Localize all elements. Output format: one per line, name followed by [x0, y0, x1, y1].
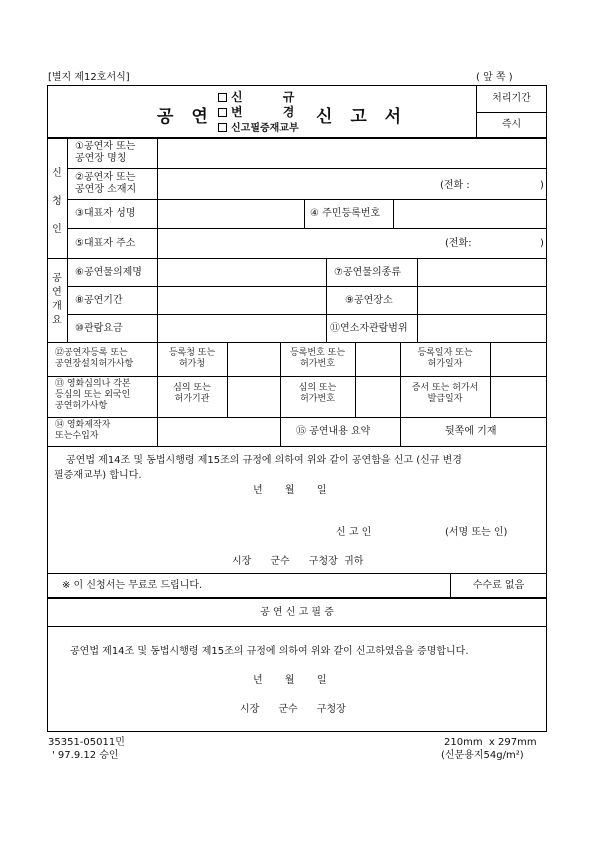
registration-date-field[interactable]: [491, 343, 546, 375]
performance-kind-field[interactable]: [418, 259, 546, 285]
performer-address-field[interactable]: [158, 169, 546, 198]
approval-date: ' 97.9.12 승인: [52, 750, 119, 761]
resident-number-label: ④ 주민등록번호: [310, 208, 381, 219]
title-suffix: 신 고 서: [316, 107, 408, 127]
declaration-body-line1: 공연법 제14조 및 동법시행령 제15조의 규정에 의하여 위와 같이 공연함을 신고 (신규 변경: [66, 455, 462, 466]
resident-number-field[interactable]: [394, 200, 546, 227]
reporter-label: 신 고 인: [336, 527, 372, 538]
processing-period-label: 처리기간: [492, 93, 531, 104]
review-number-field[interactable]: [356, 377, 399, 416]
admission-fee-label: ⑩관람요금: [75, 323, 123, 334]
performer-name-field[interactable]: [158, 140, 546, 167]
certificate-issuer: 시장 군수 구청장: [240, 704, 346, 715]
review-date-field[interactable]: [491, 377, 546, 416]
registration-office-label: 등록청 또는 허가청: [168, 348, 216, 369]
applicant-section-label: 신 청 인: [52, 168, 62, 235]
page-side-label: ( 앞 쪽 ): [476, 72, 513, 83]
phone-label-2: (전화:: [445, 238, 472, 249]
fee-value: 수수료 없음: [472, 580, 525, 591]
certificate-title: 공 연 신 고 필 증: [260, 607, 334, 618]
free-form-note: ※ 이 신청서는 무료로 드립니다.: [62, 580, 203, 591]
declaration-body-line2: 필증재교부) 합니다.: [54, 470, 142, 481]
performance-period-label: ⑧공연기간: [75, 295, 123, 306]
certificate-date: 년 월 일: [253, 675, 327, 686]
performer-address-label: ②공연자 또는 공연장 소재지: [75, 172, 137, 195]
age-range-field[interactable]: [418, 315, 546, 341]
registration-label: ⑫공연자등록 또는 공연장설치허가사항: [55, 348, 134, 369]
certificate-body: 공연법 제14조 및 동법시행령 제15조의 규정에 의하여 위와 같이 신고하였음을 증명합니다.: [70, 646, 469, 657]
registration-office-field[interactable]: [228, 343, 279, 375]
phone-label-1: (전화 :: [440, 180, 470, 191]
performance-period-field[interactable]: [158, 287, 325, 313]
title-prefix: 공 연: [157, 107, 214, 127]
checkbox-new[interactable]: [218, 93, 227, 102]
checkbox-reissue[interactable]: [218, 123, 227, 132]
title-options: 신 규 변 경 신고필증재교부: [218, 90, 312, 126]
content-summary-value: 뒷쪽에 기재: [445, 426, 497, 437]
review-office-field[interactable]: [228, 377, 279, 416]
form-code: 35351-05011민: [48, 737, 125, 748]
performance-title-field[interactable]: [158, 259, 325, 285]
processing-period-value: 즉시: [501, 119, 522, 130]
rep-address-field[interactable]: [158, 229, 546, 257]
admission-fee-field[interactable]: [158, 315, 325, 341]
signature-label: (서명 또는 인): [445, 527, 508, 538]
producer-label: ⑭ 영화제작자 또는수입자: [55, 420, 111, 441]
review-label: ⑬ 영화심의나 각본 등심의 또는 외국인 공연허가사항: [55, 379, 131, 411]
review-number-label: 심의 또는 허가번호: [298, 383, 337, 404]
checkbox-change[interactable]: [218, 108, 227, 117]
paper-type: (신문용지54g/m²): [441, 750, 524, 761]
registration-number-label: 등록번호 또는 허가번호: [289, 348, 346, 369]
review-date-label: 증서 또는 허가서 발급일자: [411, 383, 479, 404]
declaration-addressee: 시장 군수 구청장 귀하: [232, 556, 364, 567]
registration-date-label: 등록일자 또는 허가일자: [417, 348, 473, 369]
performance-venue-field[interactable]: [418, 287, 546, 313]
registration-number-field[interactable]: [356, 343, 399, 375]
declaration-date: 년 월 일: [253, 485, 327, 496]
performance-kind-label: ⑦공연물의종류: [334, 267, 401, 278]
producer-field[interactable]: [158, 418, 279, 445]
form-number: [별지 제12호서식]: [48, 72, 130, 83]
performance-venue-label: ⑨공연장소: [345, 295, 393, 306]
rep-name-field[interactable]: [158, 200, 303, 227]
age-range-label: ⑪연소자관람범위: [330, 323, 408, 334]
rep-name-label: ③대표자 성명: [75, 208, 136, 219]
review-office-label: 심의 또는 허가기관: [173, 383, 211, 404]
performance-section-label: 공 연 개 요: [52, 273, 62, 326]
paper-size: 210mm x 297mm: [444, 737, 537, 748]
rep-address-label: ⑤대표자 주소: [75, 238, 136, 249]
performer-name-label: ①공연자 또는 공연장 명칭: [75, 141, 136, 164]
content-summary-label: ⑮ 공연내용 요약: [296, 426, 371, 437]
performance-title-label: ⑥공연물의제명: [75, 267, 142, 278]
